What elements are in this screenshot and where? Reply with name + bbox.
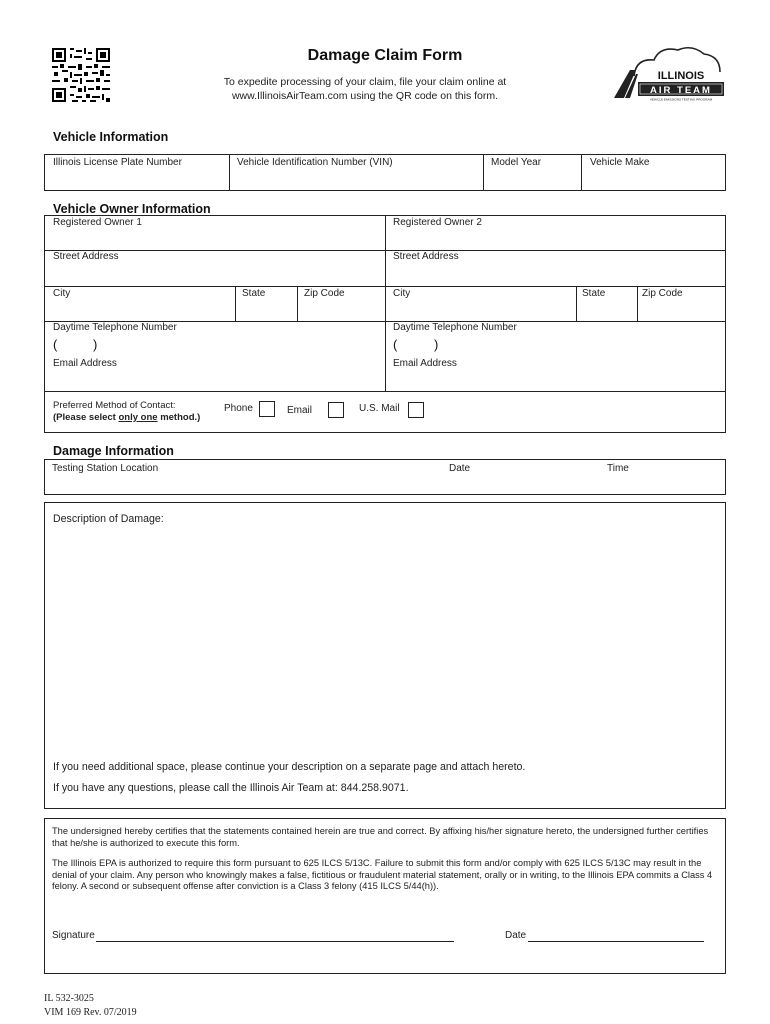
contact-email-checkbox[interactable]	[328, 402, 344, 418]
area-code-close-paren-2: )	[434, 337, 439, 352]
form-revision: VIM 169 Rev. 07/2019	[44, 1007, 137, 1018]
state-2-field[interactable]: State	[582, 288, 606, 299]
city-2-field[interactable]: City	[393, 288, 411, 299]
form-subtitle-line2: www.IllinoisAirTeam.com using the QR code on this form.	[231, 90, 499, 102]
questions-phone-note: If you have any questions, please call the Illinois Air Team at: 844.258.9071.	[53, 782, 409, 794]
state-1-field[interactable]: State	[242, 288, 266, 299]
registered-owner-2-field[interactable]: Registered Owner 2	[393, 217, 482, 228]
vin-field[interactable]: Vehicle Identification Number (VIN)	[237, 157, 393, 168]
form-subtitle-line1: To expedite processing of your claim, file your claim online at	[223, 76, 507, 88]
signature-line[interactable]	[96, 941, 454, 942]
vehicle-make-field[interactable]: Vehicle Make	[590, 157, 650, 168]
signature-date-label: Date	[505, 930, 527, 941]
street-address-1-field[interactable]: Street Address	[53, 251, 119, 262]
zip-code-2-field[interactable]: Zip Code	[642, 288, 683, 299]
signature-label: Signature	[52, 930, 95, 941]
email-address-2-field[interactable]: Email Address	[393, 358, 457, 369]
logo-text-air-team: AIR TEAM	[650, 85, 712, 96]
contact-select-instruction: (Please select only one method.)	[53, 412, 201, 423]
section-title-vehicle-info: Vehicle Information	[53, 130, 169, 144]
city-1-field[interactable]: City	[53, 288, 71, 299]
damage-time-field[interactable]: Time	[607, 463, 629, 474]
logo-tagline: VEHICLE EMISSIONS TESTING PROGRAM	[649, 97, 713, 102]
area-code-open-paren-1: (	[53, 337, 58, 352]
additional-space-note: If you need additional space, please continue your description on a separate page and attach hereto.	[53, 761, 526, 773]
area-code-open-paren-2: (	[393, 337, 398, 352]
form-code: IL 532-3025	[44, 993, 94, 1004]
damage-date-field[interactable]: Date	[449, 463, 471, 474]
daytime-phone-1-field[interactable]: Daytime Telephone Number	[53, 322, 177, 333]
preferred-contact-label: Preferred Method of Contact:	[53, 400, 176, 411]
daytime-phone-2-field[interactable]: Daytime Telephone Number	[393, 322, 517, 333]
form-title: Damage Claim Form	[307, 47, 463, 64]
street-address-2-field[interactable]: Street Address	[393, 251, 459, 262]
email-address-1-field[interactable]: Email Address	[53, 358, 117, 369]
section-title-damage-info: Damage Information	[53, 444, 174, 458]
signature-date-line[interactable]	[528, 941, 704, 942]
logo-text-illinois: ILLINOIS	[657, 70, 705, 82]
contact-phone-checkbox[interactable]	[259, 401, 275, 417]
description-of-damage-label: Description of Damage:	[53, 513, 164, 525]
zip-code-1-field[interactable]: Zip Code	[304, 288, 345, 299]
section-title-owner-info: Vehicle Owner Information	[53, 202, 211, 216]
contact-mail-checkbox[interactable]	[408, 402, 424, 418]
testing-station-location-field[interactable]: Testing Station Location	[52, 463, 159, 474]
certification-paragraph-2: The Illinois EPA is authorized to require this form pursuant to 625 ILCS 5/13C. Failure to submit this form and/or comply with 625 ILCS 5/13C may result in the denial of your claim. Any person who knowingly makes a false, fictitious or fraudulent material statement, orally or in writing, to the Illinois EPA commits a Class 4 felony. A second or subsequent offense after conviction is a Class 3 felony (415 ILCS 5/44(h)).	[52, 858, 713, 891]
area-code-close-paren-1: )	[93, 337, 98, 352]
certification-paragraph-1: The undersigned hereby certifies that the statements contained herein are true and correct. By affixing his/her signature hereto, the undersigned further certifies that he/she is authorized to execute this form.	[52, 826, 709, 848]
model-year-field[interactable]: Model Year	[491, 157, 542, 168]
contact-option-email-label: Email	[287, 405, 313, 416]
contact-option-mail-label: U.S. Mail	[359, 403, 400, 414]
plate-number-field[interactable]: Illinois License Plate Number	[53, 157, 182, 168]
contact-option-phone-label: Phone	[224, 403, 253, 414]
registered-owner-1-field[interactable]: Registered Owner 1	[53, 217, 142, 228]
illinois-air-team-logo	[612, 42, 730, 102]
